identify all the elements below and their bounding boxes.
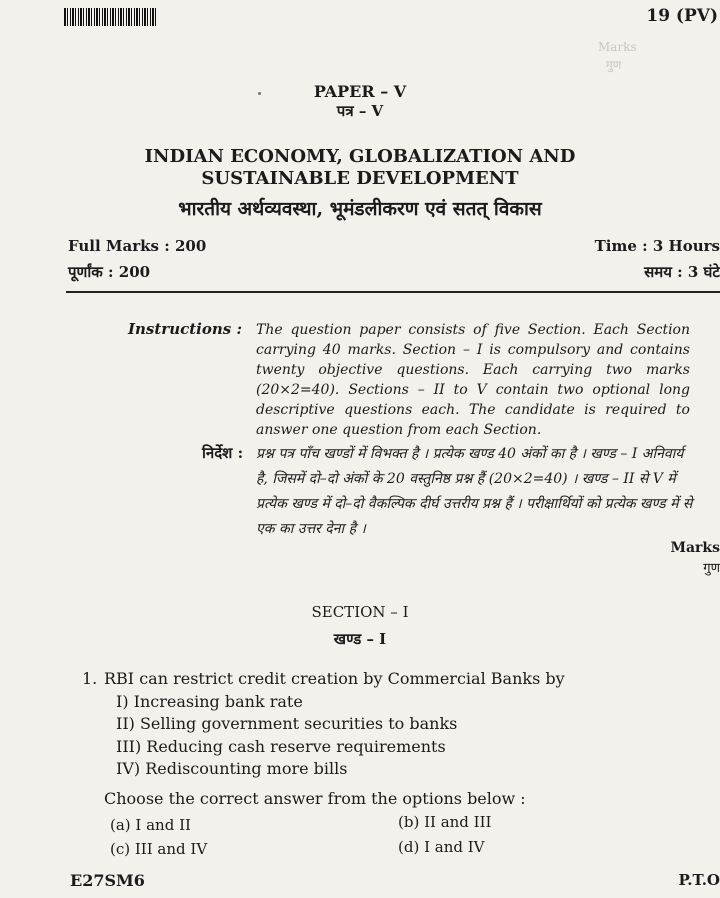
statement-item: IV) Rediscounting more bills [116, 759, 348, 778]
please-turn-over: P.T.O [678, 871, 720, 889]
nirdesh-label: निर्देश : [202, 444, 244, 462]
show-through-marks: Marks [598, 40, 637, 54]
paper-number-hindi: पत्र – V [336, 102, 384, 120]
instructions-text: The question paper consists of five Section. Each Section carrying 40 marks. Section – I is compulsory and contains twenty objective questions. Each carrying two marks (20×2=40). Sections – II to V contain two optional long descriptive questions each. The candidate is required to answer one question from each Section. [256, 322, 690, 438]
speck [258, 92, 261, 95]
answer-option-b: (b) II and III [398, 813, 492, 831]
statement-item: III) Reducing cash reserve requirements [116, 737, 446, 756]
statement-item: II) Selling government securities to banks [116, 714, 458, 733]
divider-rule [66, 291, 720, 293]
booklet-code: E27SM6 [70, 871, 145, 890]
marks-column-label: Marks [670, 540, 720, 556]
choose-instruction: Choose the correct answer from the options below : [104, 789, 526, 808]
paper-code: 19 (PV) [646, 6, 718, 26]
section-heading: SECTION – I [311, 603, 409, 621]
question-text: RBI can restrict credit creation by Commercial Banks by [104, 669, 565, 688]
time-allowed-hindi: समय : 3 घंटे [644, 263, 720, 281]
answer-option-c: (c) III and IV [110, 840, 208, 858]
paper-title: INDIAN ECONOMY, GLOBALIZATION AND SUSTAINABLE DEVELOPMENT [144, 146, 576, 189]
answer-option-a: (a) I and II [110, 816, 191, 834]
instructions-label: Instructions : [128, 320, 242, 338]
nirdesh-text: प्रश्न पत्र पाँच खण्डों में विभक्त है । प्रत्येक खण्ड 40 अंकों का है । खण्ड – I अनिवार्य है, जिसमें दो–दो अंकों के 20 वस्तुनिष्ठ प्रश्न हैं (20×2=40) । खण्ड – II से V में प्रत्येक खण्ड में दो–दो वैकल्पिक दीर्घ उत्तरीय प्रश्न हैं । परीक्षार्थियों को प्रत्येक खण्ड में से एक का उत्तर देना है । [256, 446, 693, 537]
answer-option-d: (d) I and IV [398, 838, 485, 856]
paper-number: PAPER – V [313, 82, 407, 101]
section-heading-hindi: खण्ड – I [333, 630, 387, 648]
statement-item: I) Increasing bank rate [116, 692, 303, 711]
question-number: 1. [82, 669, 98, 688]
full-marks: Full Marks : 200 [68, 237, 207, 255]
paper-title-hindi: भारतीय अर्थव्यवस्था, भूमंडलीकरण एवं सतत् विकास [178, 198, 542, 220]
barcode [64, 8, 156, 26]
time-allowed: Time : 3 Hours [594, 237, 720, 255]
marks-column-label-hindi: गुण [703, 561, 720, 576]
full-marks-hindi: पूर्णांक : 200 [68, 263, 151, 281]
show-through-gun: गुण [606, 58, 622, 72]
